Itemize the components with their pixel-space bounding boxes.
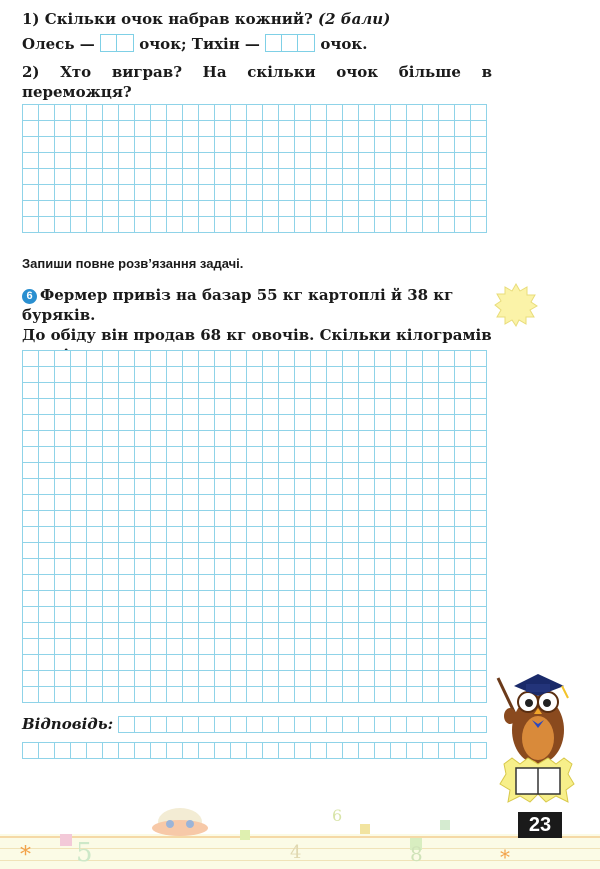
unit-1: очок; <box>139 35 187 53</box>
solution-grid[interactable] <box>22 350 487 703</box>
score-box-2[interactable] <box>265 34 315 52</box>
answer-grid-q2[interactable] <box>22 104 487 233</box>
answer-label: Відповідь: <box>22 715 114 733</box>
name-tykhin: Тихін — <box>191 35 260 53</box>
deco-digit-5: 5 <box>76 838 93 868</box>
deco-digit-6: 6 <box>332 806 343 825</box>
deco-digit-8: 8 <box>410 842 423 866</box>
page-number: 23 <box>518 812 562 838</box>
answer-row-1[interactable] <box>118 716 487 733</box>
task-number-badge: 6 <box>22 289 37 304</box>
svg-text:*: * <box>500 845 510 869</box>
question-1-points: (2 бали) <box>318 10 391 28</box>
owl-illustration <box>494 664 580 804</box>
instruction: Запиши повне розв’язання задачі. <box>22 256 244 271</box>
deco-digit-4: 4 <box>290 842 302 863</box>
scores-line <box>22 34 367 54</box>
unit-2: очок. <box>320 35 368 53</box>
question-1 <box>22 9 390 29</box>
question-2-text: 2) Хто виграв? На скільки очок більше в переможця? <box>22 63 492 101</box>
answer-row-2[interactable] <box>22 742 487 759</box>
score-box-1[interactable] <box>100 34 134 52</box>
task-6-line1: Фермер привіз на базар 55 кг картоплі й 38 кг буряків. <box>22 286 454 324</box>
question-1-text: 1) Скільки очок набрав кожний? <box>22 10 313 28</box>
sun-decoration <box>494 283 538 327</box>
svg-text:*: * <box>20 843 31 868</box>
task-6-line2: До обіду він продав 68 кг овочів. Скільки кілограмів <box>22 326 492 344</box>
name-olesʹ: Олесь — <box>22 35 95 53</box>
